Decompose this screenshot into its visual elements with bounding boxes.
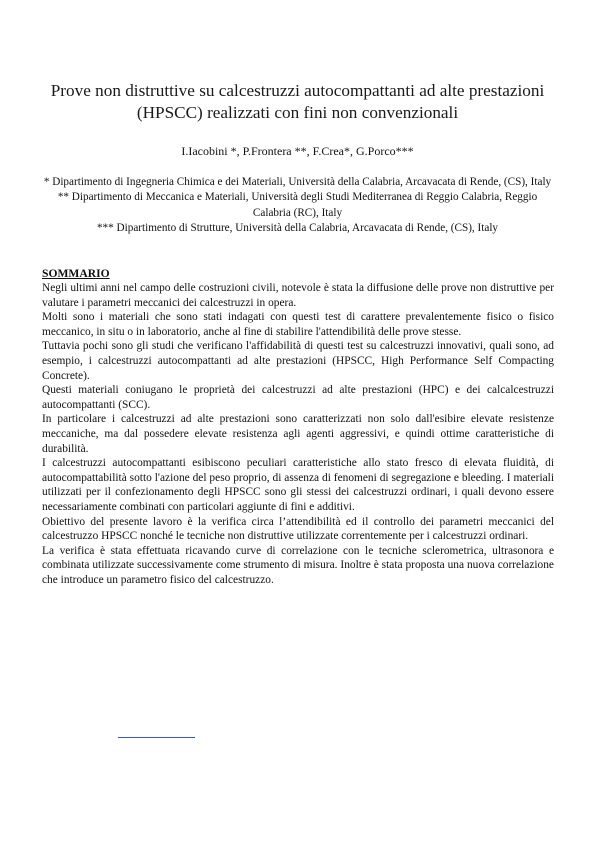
abstract-body <box>42 281 554 587</box>
footnote-separator <box>118 737 195 738</box>
abstract-paragraph-5: In particolare i calcestruzzi ad alte prestazioni sono caratterizzati non solo dall'esibire elevate resistenze meccaniche, ma dal possedere elevate resistenza agli agenti aggressivi, e quindi ottime caratteristiche di durabilità. <box>42 413 554 455</box>
abstract-paragraph-1: Negli ultimi anni nel campo delle costruzioni civili, notevole è stata la diffusione delle prove non distruttive per valutare i parametri meccanici dei calcestruzzi in opera. <box>42 282 554 309</box>
author-list: I.Iacobini *, P.Frontera **, F.Crea*, G.Porco*** <box>181 144 414 158</box>
abstract-heading: SOMMARIO <box>42 267 110 280</box>
abstract-paragraph-3: Tuttavia pochi sono gli studi che verificano l'affidabilità di questi test su calcestruzzi innovativi, quali sono, ad esempio, i calcestruzzi autocompattanti ad alte prestazioni (HPSCC, High Performance Self Compacting Concrete). <box>42 340 554 382</box>
abstract-paragraph-8: La verifica è stata effettuata ricavando curve di correlazione con le tecniche sclerometrica, ultrasonora e combinata utilizzate successivamente come strumento di misura. Inoltre è stata proposta una nuova correlazione che introduce un parametro fisico del calcestruzzo. <box>42 544 554 586</box>
abstract-paragraph-2: Molti sono i materiali che sono stati indagati con questi test di carattere prevalentemente fisico o fisico meccanico, in situ o in laboratorio, anche al fine di stabilire l'attendibilità delle prove stesse. <box>42 311 554 338</box>
affiliation-1: * Dipartimento di Ingegneria Chimica e dei Materiali, Università della Calabria, Arcavacata di Rende, (CS), Italy <box>43 176 552 188</box>
affiliation-3: *** Dipartimento di Strutture, Università della Calabria, Arcavacata di Rende, (CS), Italy <box>96 221 499 234</box>
paper-title: Prove non distruttive su calcestruzzi autocompattanti ad alte prestazioni (HPSCC) realizzati con fini non convenzionali <box>50 81 545 122</box>
affiliations <box>40 175 555 236</box>
abstract-paragraph-4: Questi materiali coniugano le proprietà dei calcestruzzi ad alte prestazioni (HPC) e dei calcalcestruzzi autocompattanti (SCC). <box>42 384 554 411</box>
abstract-paragraph-7: Obiettivo del presente lavoro è la verifica circa l’attendibilità ed il controllo dei parametri meccanici del calcestruzzo HPSCC nonché le tecniche non distruttive utilizzate correntemente per i calcestruzzi ordinari. <box>42 515 554 543</box>
affiliation-2: ** Dipartimento di Meccanica e Materiali, Università degli Studi Mediterranea di Reggio Calabria, Reggio Calabria (RC), Italy <box>57 191 538 219</box>
abstract-paragraph-6: I calcestruzzi autocompattanti esibiscono peculiari caratteristiche allo stato fresco di elevata fluidità, di autocompattabilità sotto l'azione del peso proprio, di assenza di fenomeni di segregazione e bleeding. I materiali utilizzati per il confezionamento degli HPSCC sono gli stessi dei calcestruzzi ordinari, i quali devono essere necessariamente combinati con particolari aggiunte di fini e additivi. <box>42 457 554 513</box>
